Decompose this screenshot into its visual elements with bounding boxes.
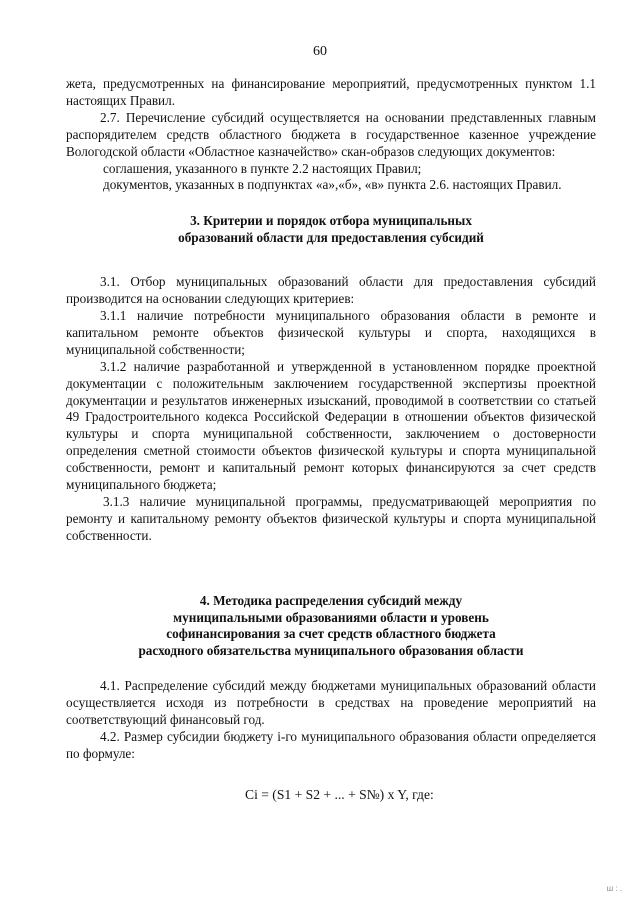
- section-4-heading-line-1: 4. Методика распределения субсидий между: [199, 592, 463, 608]
- section-4-heading-line-4: расходного обязательства муниципального образования области: [138, 643, 524, 659]
- list-item-agreement: соглашения, указанного в пункте 2.2 настоящих Правил;: [103, 160, 422, 176]
- paragraph-3-1: 3.1. Отбор муниципальных образований области для предоставления субсидий производится на основании следующих критериев:: [66, 274, 596, 307]
- list-item-documents: документов, указанных в подпунктах «а»,«б», «в» пункта 2.6. настоящих Правил.: [103, 177, 562, 193]
- document-body: [66, 76, 596, 804]
- page-number: 60: [313, 44, 327, 59]
- paragraph-4-1: 4.1. Распределение субсидий между бюджетами муниципальных образований области осуществляется исходя из потребности в средствах на проведение мероприятий на соответствующий финансовый год.: [66, 678, 596, 728]
- section-4-heading-line-2: муниципальными образованиями области и уровень: [173, 609, 489, 625]
- paragraph-3-1-3: 3.1.3 наличие муниципальной программы, предусматривающей мероприятия по ремонту и капитальному ремонту объектов физической культуры и спорта муниципальной собственности.: [66, 493, 596, 543]
- paragraph-4-2: 4.2. Размер субсидии бюджету i-го муниципального образования области определяется по формуле:: [66, 729, 596, 761]
- paragraph-3-1-2: 3.1.2 наличие разработанной и утвержденной в установленном порядке проектной документации с положительным заключением государственной экспертизы проектной документации и результатов инженерных изысканий, проводимой в соответствии со статьей 49 Градостроительного кодекса Российской Федерации в отношении объектов физической культуры и спорта муниципальной собственности, заключением о достоверности определения сметной стоимости объектов физической культуры и спорта муниципальной собственности, ремонт и капитальный ремонт которых финансируются за счет средств муниципального бюджета;: [66, 358, 596, 493]
- section-4-heading-line-3: софинансирования за счет средств областного бюджета: [166, 626, 496, 642]
- paragraph-2-7: 2.7. Перечисление субсидий осуществляется на основании представленных главным распорядителем средств областного бюджета в государственное казенное учреждение Вологодской области «Областное казначейство» скан-образов следующих документов:: [66, 109, 596, 159]
- section-4-heading: [66, 593, 596, 661]
- paragraph-continuation: жета, предусмотренных на финансирование мероприятий, предусмотренных пунктом 1.1 настоящих Правил.: [66, 76, 596, 108]
- formula: Ci = (S1 + S2 + ... + S№) x Y, где:: [245, 786, 434, 802]
- section-3-heading: [66, 213, 596, 247]
- scan-mark: ш : .: [606, 884, 622, 893]
- section-3-heading-line-2: образований области для предоставления субсидий: [178, 230, 484, 246]
- paragraph-3-1-1: 3.1.1 наличие потребности муниципального образования области в ремонте и капитальном ремонте объектов физической культуры и спорта, находящихся в муниципальной собственности;: [66, 307, 596, 357]
- section-3-heading-line-1: 3. Критерии и порядок отбора муниципальных: [190, 213, 472, 229]
